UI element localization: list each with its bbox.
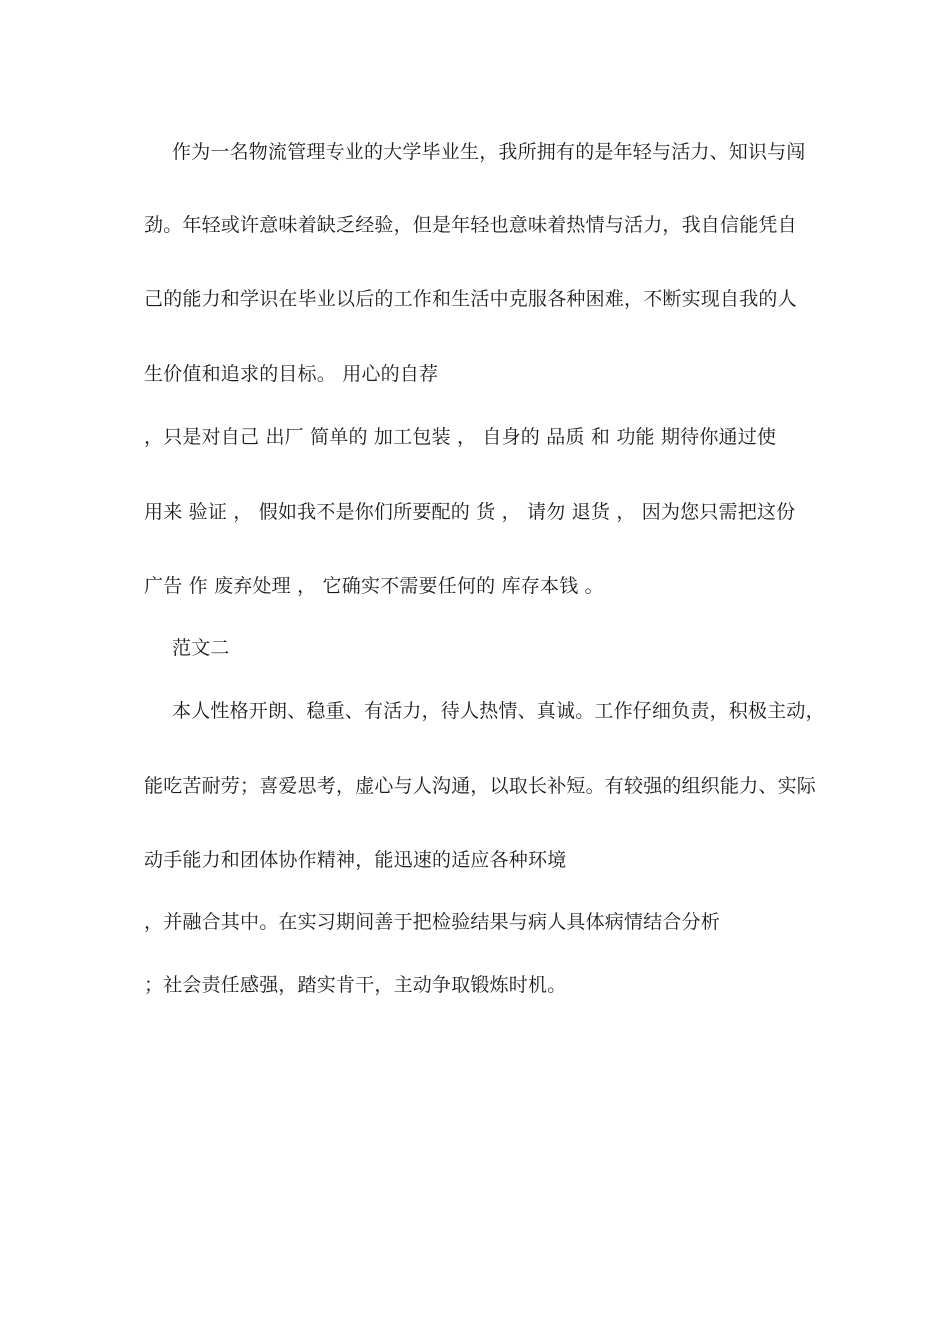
paragraph-line-12: ；社会责任感强，踏实肯干，主动争取锻炼时机。 [144, 974, 567, 996]
paragraph-line-7: 广告 作 废弃处理 ， 它确实不需要任何的 库存本钱 。 [144, 575, 604, 597]
section-heading: 范文二 [172, 637, 230, 659]
paragraph-line-11: ，并融合其中。在实习期间善于把检验结果与病人具体病情结合分析 [144, 911, 721, 933]
paragraph-line-1: 作为一名物流管理专业的大学毕业生，我所拥有的是年轻与活力、知识与闯 [172, 141, 806, 163]
paragraph-line-8: 本人性格开朗、稳重、有活力，待人热情、真诚。工作仔细负责，积极主动， [172, 700, 825, 722]
paragraph-line-6: 用来 验证 ， 假如我不是你们所要配的 货 ， 请勿 退货 ， 因为您只需把这份 [144, 501, 796, 523]
paragraph-line-4: 生价值和追求的目标。 用心的自荐 [144, 363, 439, 385]
paragraph-line-5: ，只是对自己 出厂 简单的 加工包装 ， 自身的 品质 和 功能 期待你通过使 [144, 426, 777, 448]
paragraph-line-3: 己的能力和学识在毕业以后的工作和生活中克服各种困难，不断实现自我的人 [144, 288, 797, 310]
paragraph-line-9: 能吃苦耐劳；喜爱思考，虚心与人沟通，以取长补短。有较强的组织能力、实际 [144, 775, 817, 797]
paragraph-line-2: 劲。年轻或许意味着缺乏经验，但是年轻也意味着热情与活力，我自信能凭自 [144, 214, 797, 236]
paragraph-line-10: 动手能力和团体协作精神，能迅速的适应各种环境 [144, 849, 567, 871]
